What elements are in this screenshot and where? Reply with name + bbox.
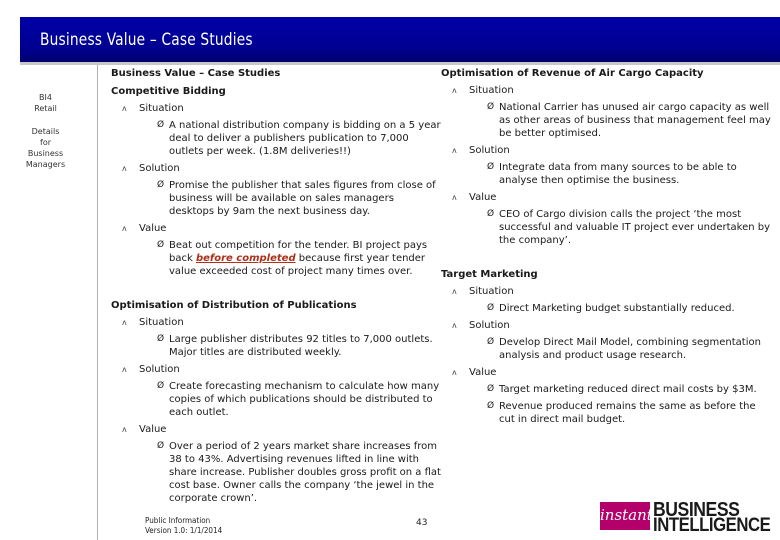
bullet-marker-icon: ᴧ bbox=[452, 287, 457, 296]
bullet-marker-icon: ᴧ bbox=[122, 164, 127, 173]
bullet-text: Direct Marketing budget substantially reduced. bbox=[499, 303, 735, 314]
bullet-text: Integrate data from many sources to be able to analyse then optimise the business. bbox=[499, 162, 737, 186]
sub-bullet bbox=[441, 336, 771, 362]
left-column bbox=[111, 67, 441, 505]
arrow-bullet-icon: Ø bbox=[487, 162, 495, 172]
bullet-text: Revenue produced remains the same as before the cut in direct mail budget. bbox=[499, 401, 756, 425]
bullet-text: A national distribution company is bidding on a 5 year deal to deliver a publishers publication to 7,000 outlets per week. (1.8M deliveries!!) bbox=[169, 120, 441, 157]
bullet-marker-icon: ᴧ bbox=[452, 146, 457, 155]
bullet-solution bbox=[441, 319, 771, 332]
bullet-situation bbox=[111, 102, 441, 115]
bullet-marker-icon: ᴧ bbox=[452, 368, 457, 377]
vertical-divider bbox=[97, 65, 98, 540]
arrow-bullet-icon: Ø bbox=[487, 384, 495, 394]
arrow-bullet-icon: Ø bbox=[487, 102, 495, 112]
case-study-title: Optimisation of Revenue of Air Cargo Capacity bbox=[441, 68, 704, 79]
bullet-text: because first year tender value exceeded cost of project many times over. bbox=[169, 253, 426, 277]
arrow-bullet-icon: Ø bbox=[487, 303, 495, 313]
bullet-situation bbox=[441, 285, 771, 298]
footer-classification: Public Information bbox=[145, 516, 211, 525]
bullet-marker-icon: ᴧ bbox=[122, 365, 127, 374]
bullet-label: Value bbox=[469, 192, 497, 203]
bullet-label: Situation bbox=[139, 103, 184, 114]
sub-bullet bbox=[111, 380, 441, 419]
sub-bullet bbox=[111, 119, 441, 158]
sidebar-line: Details bbox=[31, 127, 60, 136]
sidebar-section-label bbox=[18, 92, 73, 114]
sub-bullet bbox=[111, 440, 441, 505]
logo-text-line2: INTELLIGENCE bbox=[653, 515, 771, 536]
bullet-solution bbox=[111, 162, 441, 175]
sidebar-line: BI4 bbox=[39, 93, 52, 102]
sub-bullet bbox=[441, 302, 771, 315]
bullet-marker-icon: ᴧ bbox=[122, 425, 127, 434]
sidebar-line: Retail bbox=[34, 104, 57, 113]
sidebar-line: Business bbox=[27, 149, 64, 158]
sub-bullet bbox=[111, 179, 441, 218]
bullet-solution bbox=[111, 363, 441, 376]
logo-instant-mark: instant bbox=[600, 502, 650, 530]
bullet-marker-icon: ᴧ bbox=[122, 224, 127, 233]
sub-bullet bbox=[441, 400, 771, 426]
footer-info bbox=[145, 516, 222, 536]
arrow-bullet-icon: Ø bbox=[487, 401, 495, 411]
sub-bullet bbox=[111, 239, 441, 278]
bullet-text: Beat out competition for the tender. BI project pays back bbox=[169, 240, 428, 264]
sidebar-audience-label bbox=[18, 126, 73, 170]
bullet-label: Solution bbox=[469, 320, 510, 331]
bullet-label: Value bbox=[139, 223, 167, 234]
sidebar-line: for bbox=[40, 138, 51, 147]
page-title: Business Value – Case Studies bbox=[40, 30, 253, 50]
bullet-marker-icon: ᴧ bbox=[122, 318, 127, 327]
bullet-label: Solution bbox=[139, 163, 180, 174]
bullet-value bbox=[111, 423, 441, 436]
bullet-label: Solution bbox=[469, 145, 510, 156]
bullet-label: Solution bbox=[139, 364, 180, 375]
page-number: 43 bbox=[416, 518, 428, 528]
bullet-label: Situation bbox=[469, 85, 514, 96]
arrow-bullet-icon: Ø bbox=[157, 381, 165, 391]
logo-text-line1: BUSINESS bbox=[653, 499, 740, 521]
bullet-value bbox=[111, 222, 441, 235]
bullet-text: Promise the publisher that sales figures from close of business will be available on sales managers desktops by 9am the next business day. bbox=[169, 180, 436, 217]
sub-bullet bbox=[441, 101, 771, 140]
arrow-bullet-icon: Ø bbox=[487, 209, 495, 219]
bullet-marker-icon: ᴧ bbox=[452, 86, 457, 95]
sub-bullet bbox=[111, 333, 441, 359]
case-study-title: Optimisation of Distribution of Publications bbox=[111, 300, 357, 311]
sub-bullet bbox=[441, 383, 771, 396]
bullet-text: Develop Direct Mail Model, combining segmentation analysis and product usage research. bbox=[499, 337, 761, 361]
bullet-situation bbox=[111, 316, 441, 329]
instant-bi-logo bbox=[600, 500, 778, 534]
right-column bbox=[441, 67, 771, 426]
bullet-label: Value bbox=[139, 424, 167, 435]
sidebar-line: Managers bbox=[25, 160, 66, 169]
bullet-text: Large publisher distributes 92 titles to 7,000 outlets. Major titles are distributed weekly. bbox=[169, 334, 433, 358]
case-study-title: Competitive Bidding bbox=[111, 86, 226, 97]
bullet-text: National Carrier has unused air cargo capacity as well as other areas of business that management feel may be better optimised. bbox=[499, 102, 771, 139]
footer-version: Version 1.0: 1/1/2014 bbox=[145, 526, 223, 535]
arrow-bullet-icon: Ø bbox=[157, 180, 165, 190]
bullet-label: Situation bbox=[139, 317, 184, 328]
bullet-value bbox=[441, 191, 771, 204]
bullet-marker-icon: ᴧ bbox=[122, 104, 127, 113]
bullet-text: Over a period of 2 years market share increases from 38 to 43%. Advertising revenues lifted in line with share increase. Publisher doubles gross profit on a flat cost base. Owner calls the company ‘the jewel in the corporate crown’. bbox=[169, 441, 441, 504]
emphasis-text: before completed bbox=[195, 253, 296, 264]
case-study-title: Target Marketing bbox=[441, 269, 538, 280]
section-header: Business Value – Case Studies bbox=[111, 68, 281, 79]
sub-bullet bbox=[441, 161, 771, 187]
bullet-label: Situation bbox=[469, 286, 514, 297]
bullet-label: Value bbox=[469, 367, 497, 378]
title-bar-shadow bbox=[20, 62, 780, 65]
sub-bullet bbox=[441, 208, 771, 247]
bullet-text: CEO of Cargo division calls the project ‘the most successful and valuable IT project ever undertaken by the company’. bbox=[499, 209, 771, 246]
bullet-situation bbox=[441, 84, 771, 97]
arrow-bullet-icon: Ø bbox=[157, 120, 165, 130]
arrow-bullet-icon: Ø bbox=[487, 337, 495, 347]
bullet-marker-icon: ᴧ bbox=[452, 321, 457, 330]
arrow-bullet-icon: Ø bbox=[157, 441, 165, 451]
arrow-bullet-icon: Ø bbox=[157, 240, 165, 250]
bullet-marker-icon: ᴧ bbox=[452, 193, 457, 202]
bullet-value bbox=[441, 366, 771, 379]
bullet-solution bbox=[441, 144, 771, 157]
bullet-text: Target marketing reduced direct mail costs by $3M. bbox=[499, 384, 757, 395]
arrow-bullet-icon: Ø bbox=[157, 334, 165, 344]
bullet-text: Create forecasting mechanism to calculate how many copies of which publications should be distributed to each outlet. bbox=[169, 381, 440, 418]
